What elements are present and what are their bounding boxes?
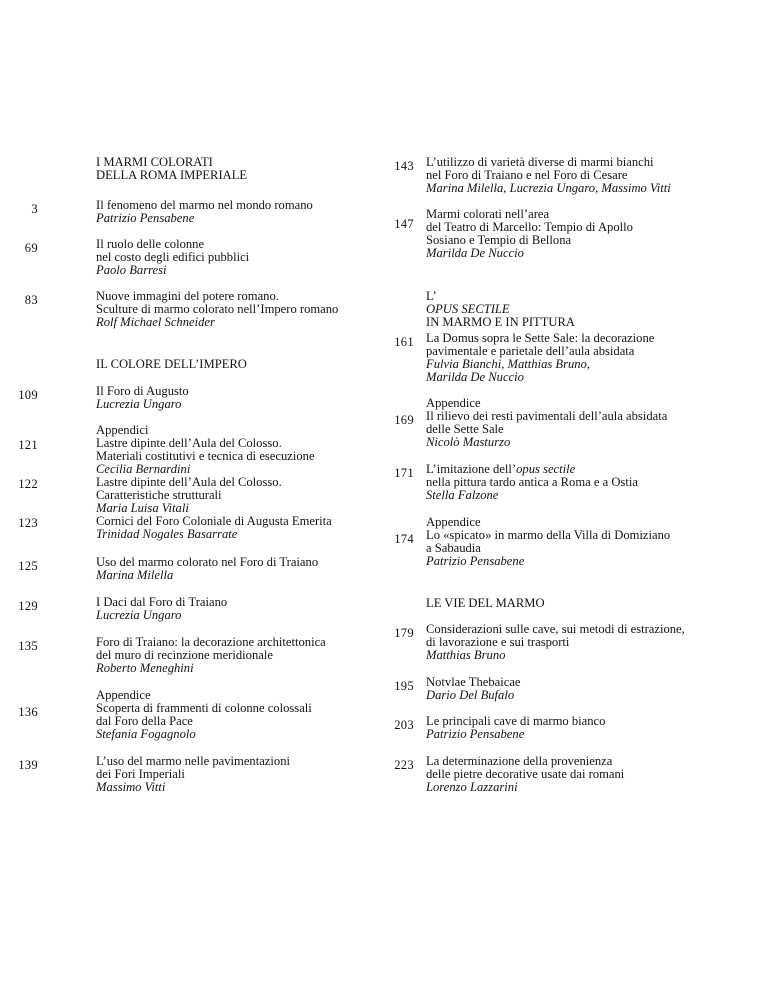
entry-title: Il Foro di Augusto: [96, 384, 189, 398]
entry-title: nella pittura tardo antica a Roma e a Ostia: [426, 474, 638, 489]
page-number: 3: [31, 202, 38, 216]
page-number: 169: [394, 413, 414, 427]
entry-title-prefix: L’imitazione dell’: [426, 462, 517, 476]
entry-title: Caratteristiche strutturali: [96, 487, 222, 502]
entry-author: Paolo Barresi: [96, 262, 167, 277]
entry-author: Marilda De Nuccio: [426, 245, 524, 260]
page-number: 195: [394, 679, 414, 693]
entry-title: Notvlae Thebaicae: [426, 675, 521, 689]
entry-author: Maria Luisa Vitali: [96, 500, 189, 515]
entry-title: Lastre dipinte dell’Aula del Colosso.: [96, 436, 282, 450]
page-number: 203: [394, 718, 414, 732]
entry-author: Roberto Meneghini: [96, 660, 194, 675]
entry-title: Scoperta di frammenti di colonne colossali: [96, 700, 312, 715]
entry-title: dei Fori Imperiali: [96, 766, 185, 781]
entry-title: Marmi colorati nell’area: [426, 207, 550, 221]
entry-title: pavimentale e parietale dell’aula absidata: [426, 343, 635, 358]
entry-title: delle pietre decorative usate dai romani: [426, 766, 625, 781]
section-title-colore-impero: [96, 358, 247, 371]
entry-title: Il rilievo dei resti pavimentali dell’aula absidata: [426, 408, 668, 423]
entry-title: La determinazione della provenienza: [426, 754, 613, 768]
entry-title-italic: opus sectile: [516, 462, 576, 476]
entry-author: Rolf Michael Schneider: [96, 314, 215, 329]
entry-author: Fulvia Bianchi, Matthias Bruno,: [426, 356, 591, 371]
page-number: 83: [24, 293, 38, 307]
page-number: 161: [394, 335, 414, 349]
page-number: 129: [18, 599, 38, 613]
entry-author: Stefania Fogagnolo: [96, 726, 196, 741]
entry-title: Sculture di marmo colorato nell’Impero romano: [96, 301, 339, 316]
entry-author: Stella Falzone: [426, 487, 499, 502]
entry-author: Patrizio Pensabene: [426, 726, 525, 741]
page-number: 69: [24, 241, 38, 255]
section-title-line: IL COLORE DELL’IMPERO: [96, 357, 247, 371]
entry-author: Trinidad Nogales Basarrate: [96, 526, 238, 541]
page-number: 125: [18, 559, 38, 573]
entry-author: Lucrezia Ungaro: [96, 607, 182, 622]
section-title-marmi-colorati: [96, 156, 247, 182]
entry-title: Cornici del Foro Coloniale di Augusta Emerita: [96, 514, 332, 528]
entry-author: Patrizio Pensabene: [96, 210, 195, 225]
entry-title: Sosiano e Tempio di Bellona: [426, 232, 572, 247]
page-number: 143: [394, 159, 414, 173]
entry-author: Cecilia Bernardini: [96, 461, 191, 476]
entry-title: [426, 463, 638, 476]
entry-author: Lorenzo Lazzarini: [426, 779, 518, 794]
page-number: 171: [394, 466, 414, 480]
entry-title: L’uso del marmo nelle pavimentazioni: [96, 754, 290, 768]
page-number: 136: [18, 705, 38, 719]
section-title-line: LE VIE DEL MARMO: [426, 596, 545, 610]
page-number: 147: [394, 217, 414, 231]
section-title-prefix: L’: [426, 289, 437, 303]
section-title-italic: OPUS SECTILE: [426, 302, 510, 316]
section-title-line: I MARMI COLORATI: [96, 155, 213, 169]
entry-title: Il fenomeno del marmo nel mondo romano: [96, 198, 313, 212]
appendici-heading: Appendici: [96, 423, 149, 437]
entry-author: Lucrezia Ungaro: [96, 396, 182, 411]
entry-title: nel costo degli edifici pubblici: [96, 249, 250, 264]
entry-author: Marilda De Nuccio: [426, 369, 524, 384]
entry-title: dal Foro della Pace: [96, 713, 193, 728]
entry-author: Matthias Bruno: [426, 647, 506, 662]
entry-title: Uso del marmo colorato nel Foro di Traiano: [96, 555, 319, 569]
page-number: 123: [18, 516, 38, 530]
section-title-vie-del-marmo: [426, 597, 545, 610]
entry-title: del Teatro di Marcello: Tempio di Apollo: [426, 219, 633, 234]
page-number: 135: [18, 639, 38, 653]
entry-title: La Domus sopra le Sette Sale: la decorazione: [426, 331, 655, 345]
entry-title: L’utilizzo di varietà diverse di marmi bianchi: [426, 155, 654, 169]
section-title-line: IN MARMO E IN PITTURA: [426, 315, 576, 329]
appendice-heading: Appendice: [426, 396, 481, 410]
entry-title: Le principali cave di marmo bianco: [426, 714, 606, 728]
page-number: 223: [394, 758, 414, 772]
section-title-opus-sectile: [426, 290, 575, 329]
entry-title: Nuove immagini del potere romano.: [96, 289, 279, 303]
entry-title: Lo «spicato» in marmo della Villa di Domiziano: [426, 527, 671, 542]
entry-author: Dario Del Bufalo: [426, 687, 515, 702]
entry-title: Il ruolo delle colonne: [96, 237, 205, 251]
entry-title: delle Sette Sale: [426, 421, 504, 436]
entry-title: I Daci dal Foro di Traiano: [96, 595, 228, 609]
entry-title: di lavorazione e sui trasporti: [426, 634, 570, 649]
entry-author: Marina Milella, Lucrezia Ungaro, Massimo Vitti: [426, 180, 671, 195]
entry-title: nel Foro di Traiano e nel Foro di Cesare: [426, 167, 628, 182]
entry-author: Marina Milella: [96, 567, 174, 582]
entry-title: a Sabaudia: [426, 540, 481, 555]
page-number: 109: [18, 388, 38, 402]
entry-title: del muro di recinzione meridionale: [96, 647, 273, 662]
entry-title: Considerazioni sulle cave, sui metodi di estrazione,: [426, 622, 685, 636]
appendice-heading: Appendice: [426, 515, 481, 529]
page-number: 139: [18, 758, 38, 772]
section-title-line: DELLA ROMA IMPERIALE: [96, 168, 248, 182]
entry-title: Materiali costitutivi e tecnica di esecuzione: [96, 448, 315, 463]
entry-author: Nicolò Masturzo: [426, 434, 511, 449]
entry-author: Patrizio Pensabene: [426, 553, 525, 568]
page-number: 179: [394, 626, 414, 640]
page-number: 174: [394, 532, 414, 546]
section-title-line: [426, 290, 575, 316]
page-number: 121: [18, 438, 38, 452]
entry-title: Lastre dipinte dell’Aula del Colosso.: [96, 475, 282, 489]
page-number: 122: [18, 477, 38, 491]
entry-title: Foro di Traiano: la decorazione architettonica: [96, 635, 326, 649]
appendice-heading: Appendice: [96, 688, 151, 702]
entry-author: Massimo Vitti: [96, 779, 166, 794]
